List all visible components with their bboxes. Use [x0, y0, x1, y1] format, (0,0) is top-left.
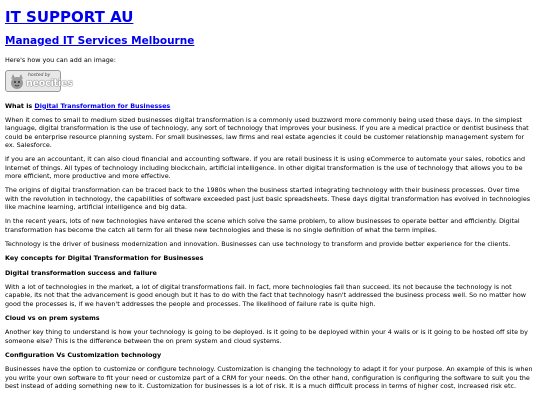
- digital-transformation-link[interactable]: Digital Transformation for Businesses: [34, 101, 171, 110]
- site-title-link[interactable]: IT SUPPORT AU: [5, 8, 134, 26]
- site-subtitle-link[interactable]: Managed IT Services Melbourne: [5, 34, 195, 47]
- section-text: With a lot of technologies in the market, a lot of digital transformations fail. In fact, more technologies fail than succeed. Its not because the technology is not capable, its not that the advancement is good enough but it has to do with the fact that technology hasn't addressed the business process well. So no matter how good the processes is, if we haven't addresses the people and processes. The likelihood of failure rate is quite high.: [5, 282, 527, 308]
- cat-icon: [8, 73, 26, 91]
- what-is-heading: [5, 102, 535, 110]
- section-text: Another key thing to understand is how your technology is going to be deployed. Is it going to be deployed within your 4 walls or is it going to be hosted off site by someone else? This is the difference between the on prem system and cloud systems.: [5, 328, 528, 345]
- section-heading: Cloud vs on prem systems: [5, 313, 100, 322]
- site-subtitle: [5, 36, 535, 48]
- paragraph: In the recent years, lots of new technologies have entered the scene which solve the same problem, to allow businesses to operate better and efficiently. Digital transformation has become the catch all term for all these new technologies and these is no single definition of what the term implies.: [5, 217, 520, 234]
- site-title: [5, 9, 535, 26]
- intro-text: Here's how you can add an image:: [5, 56, 116, 65]
- badge-hosted-text: hosted by: [28, 73, 51, 79]
- paragraph: Technology is the driver of business modernization and innovation. Businesses can use technology to transform and provide better experience for the clients.: [5, 239, 511, 248]
- key-concepts-heading: Key concepts for Digital Transformation for Businesses: [5, 254, 204, 263]
- paragraph: If you are an accountant, it can also cloud financial and accounting software. if you are retail business it is using eCommerce to automate your sales, robotics and Internet of things. All types of technology including blockchain, artificial intelligence. In other digital transformation is the use of technology that allows you to be more efficient, more productive and more effective.: [5, 155, 526, 180]
- section-heading: Digital transformation success and failure: [5, 268, 157, 277]
- what-is-label: What is: [5, 101, 35, 110]
- paragraph: When it comes to small to medium sized businesses digital transformation is a commonly used buzzword more commonly being used these days. In the simplest language, digital transformation is the use of technology, any sort of technology that improves your business. If you are a medical practice or dentist business that could be enterprise resource planning system. For small businesses, law firms and real estate agencies it could be customer relationship management system for ex. Salesforce.: [5, 116, 529, 150]
- section-heading: Configuration Vs Customization technology: [5, 350, 162, 359]
- neocities-badge[interactable]: [5, 70, 73, 92]
- paragraph: The origins of digital transformation can be traced back to the 1980s when the business started integrating technology with their business processes. Over time with the revolution in technology, the capabilities of software exceeded past just basic spreadsheets. These days digital transformation has evolved in technologies like machine learning, artificial intelligence and big data.: [5, 186, 531, 211]
- section-text: Businesses have the option to customize or configure technology. Customization is changing the technology to adapt it for your purpose. An example of this is when you write your own software to fit your need or customize part of a CRM for your needs. On the other hand, configuration is configuring the software to suit you the best instead of adding something new to it. Customization for businesses is a lot of risk. It is a much difficult process in terms of higher cost, increased risk etc.: [5, 365, 533, 390]
- badge-brand-text: neocities: [26, 78, 73, 90]
